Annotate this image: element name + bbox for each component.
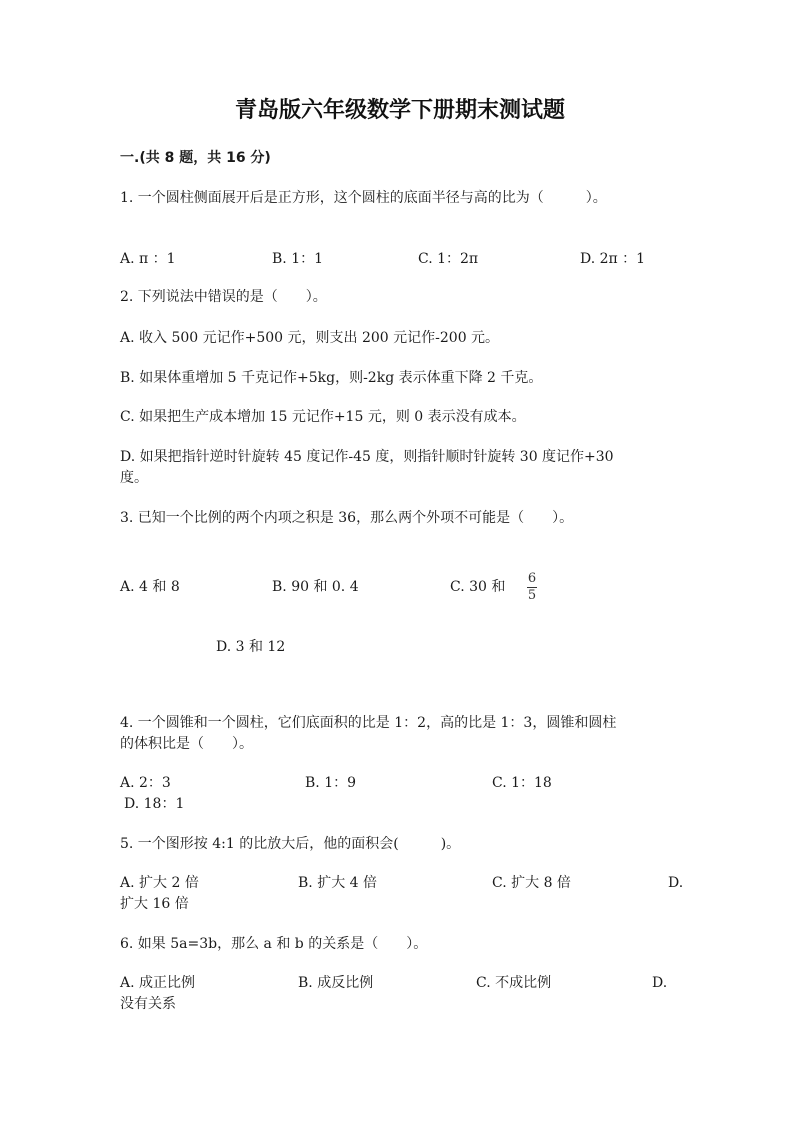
fraction-denominator: 5 <box>527 588 537 603</box>
question-5-option-d[interactable]: D. <box>668 875 684 891</box>
question-4-option-a[interactable]: A. 2：3 <box>120 775 171 791</box>
question-5-option-a[interactable]: A. 扩大 2 倍 <box>120 875 199 891</box>
question-6-stem: 6. 如果 5a=3b，那么 a 和 b 的关系是（ ）。 <box>120 936 428 952</box>
question-5-option-c[interactable]: C. 扩大 8 倍 <box>492 875 571 891</box>
question-4-option-d[interactable]: D. 18：1 <box>124 796 185 812</box>
fraction-numerator: 6 <box>527 571 537 586</box>
question-3-option-b[interactable]: B. 90 和 0. 4 <box>272 579 359 595</box>
question-4-option-c[interactable]: C. 1：18 <box>492 775 552 791</box>
question-6-option-c[interactable]: C. 不成比例 <box>476 975 552 991</box>
question-1-option-a[interactable]: A. π ：1 <box>120 251 176 267</box>
section-heading: 一.(共 8 题，共 16 分) <box>120 150 271 166</box>
question-1-option-b[interactable]: B. 1：1 <box>272 251 324 267</box>
question-2-option-c[interactable]: C. 如果把生产成本增加 15 元记作+15 元，则 0 表示没有成本。 <box>120 409 526 425</box>
question-2-option-a[interactable]: A. 收入 500 元记作+500 元，则支出 200 元记作-200 元。 <box>120 330 500 346</box>
question-5-stem: 5. 一个图形按 4:1 的比放大后，他的面积会( )。 <box>120 836 461 852</box>
question-4-option-b[interactable]: B. 1：9 <box>305 775 357 791</box>
question-3-option-d[interactable]: D. 3 和 12 <box>216 639 286 655</box>
question-2-option-b[interactable]: B. 如果体重增加 5 千克记作+5kg，则-2kg 表示体重下降 2 千克。 <box>120 370 543 386</box>
question-2-option-d[interactable]: D. 如果把指针逆时针旋转 45 度记作-45 度，则指针顺时针旋转 30 度记作+30 <box>120 449 614 465</box>
question-1-option-c[interactable]: C. 1：2π <box>418 251 479 267</box>
question-1-option-d[interactable]: D. 2π ：1 <box>580 251 646 267</box>
question-5-option-d-cont: 扩大 16 倍 <box>120 896 189 912</box>
question-4-stem: 4. 一个圆锥和一个圆柱，它们底面积的比是 1：2，高的比是 1：3，圆锥和圆柱 <box>120 715 617 731</box>
question-3-option-a[interactable]: A. 4 和 8 <box>120 579 180 595</box>
question-5-option-b[interactable]: B. 扩大 4 倍 <box>298 875 377 891</box>
question-1-stem: 1. 一个圆柱侧面展开后是正方形，这个圆柱的底面半径与高的比为（ ）。 <box>120 190 607 206</box>
question-3-option-c-fraction <box>527 572 537 603</box>
question-2-stem: 2. 下列说法中错误的是（ ）。 <box>120 289 327 305</box>
question-6-option-b[interactable]: B. 成反比例 <box>298 975 374 991</box>
question-6-option-d[interactable]: D. <box>652 975 668 991</box>
question-2-option-d-cont: 度。 <box>120 470 148 486</box>
question-6-option-d-cont: 没有关系 <box>120 996 176 1012</box>
question-3-option-c[interactable]: C. 30 和 <box>450 579 506 595</box>
question-6-option-a[interactable]: A. 成正比例 <box>120 975 196 991</box>
page-title: 青岛版六年级数学下册期末测试题 <box>234 98 565 123</box>
question-4-stem-cont: 的体积比是（ ）。 <box>120 736 253 752</box>
question-3-stem: 3. 已知一个比例的两个内项之积是 36，那么两个外项不可能是（ ）。 <box>120 510 574 526</box>
